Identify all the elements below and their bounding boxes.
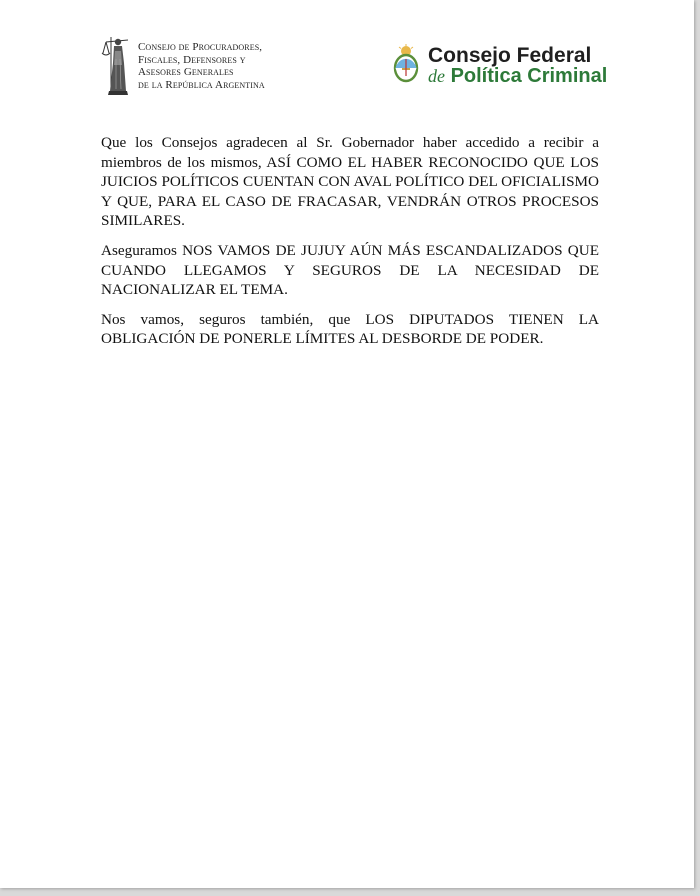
consejo-procuradores-logo bbox=[100, 33, 300, 97]
paragraph-2: Aseguramos NOS VAMOS DE JUJUY AÚN MÁS ESCANDALIZADOS QUE CUANDO LLEGAMOS Y SEGUROS DE LA NECESIDAD DE NACIONALIZAR EL TEMA. bbox=[101, 241, 599, 299]
right-logo-title: Consejo Federal bbox=[428, 44, 592, 67]
document-body bbox=[101, 133, 599, 359]
right-logo-subtitle bbox=[428, 65, 607, 88]
left-logo-line-4: de la República Argentina bbox=[138, 78, 265, 91]
paragraph-1: Que los Consejos agradecen al Sr. Gobernador haber accedido a recibir a miembros de los mismos, ASÍ COMO EL HABER RECONOCIDO QUE LOS JUICIOS POLÍTICOS CUENTAN CON AVAL POLÍTICO DEL OFICIALISMO Y QUE, PARA EL CASO DE FRACASAR, VENDRÁN OTROS PROCESOS SIMILARES. bbox=[101, 134, 599, 230]
left-logo-line-1: Consejo de Procuradores, bbox=[138, 41, 263, 53]
paragraph-3: Nos vamos, seguros también, que LOS DIPUTADOS TIENEN LA OBLIGACIÓN DE PONERLE LÍMITES AL DESBORDE DE PODER. bbox=[101, 310, 599, 348]
left-logo-line-3: Asesores Generales bbox=[138, 66, 234, 78]
consejo-federal-logo bbox=[390, 40, 610, 90]
right-logo-subtitle-prefix: de bbox=[428, 66, 445, 86]
left-logo-line-2: Fiscales, Defensores y bbox=[138, 53, 246, 66]
argentina-coat-of-arms-icon bbox=[390, 44, 422, 84]
justice-statue-icon bbox=[100, 33, 134, 97]
right-logo-subtitle-main: Política Criminal bbox=[450, 65, 608, 87]
